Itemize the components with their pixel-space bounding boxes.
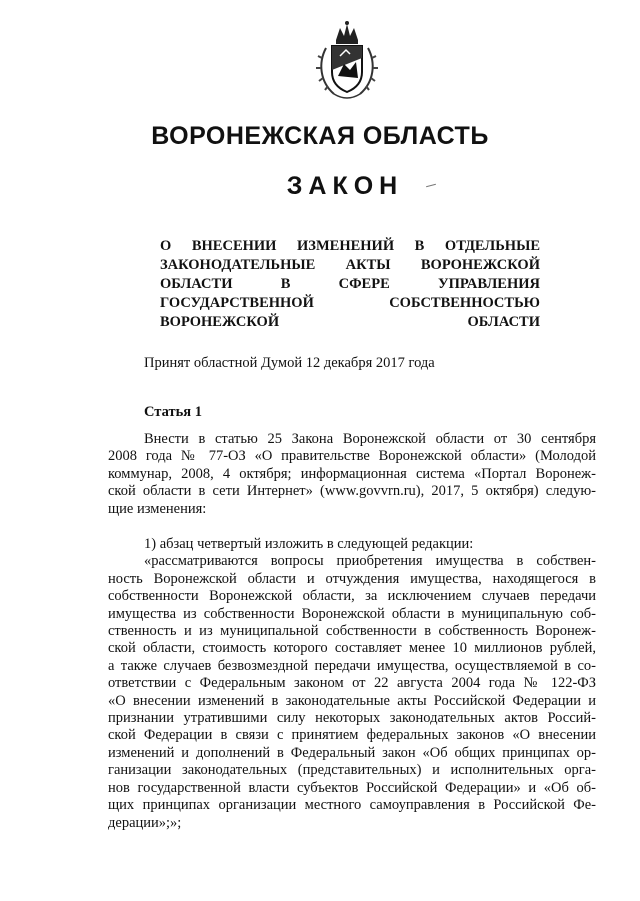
adoption-date: Принят областной Думой 12 декабря 2017 года	[144, 355, 435, 371]
law-title-line: ВОРОНЕЖСКОЙ ОБЛАСТИ	[160, 314, 540, 330]
text-line: щие изменения:	[108, 500, 207, 517]
law-title-line: О ВНЕСЕНИИ ИЗМЕНЕНИЙ В ОТДЕЛЬНЫЕ	[160, 238, 540, 254]
text-line: Внести в статью 25 Закона Воронежской области от 30 сентября	[144, 431, 596, 447]
text-line: изменений и дополнений в Федеральный закон «Об общих принципах ор-	[108, 744, 596, 761]
article-heading: Статья 1	[144, 404, 202, 420]
text-line: ответствии с Федеральным законом от 22 августа 2004 года № 122-ФЗ	[108, 675, 596, 692]
paragraph-intro	[108, 431, 596, 518]
text-line: щих принципах организации местного самоуправления в Российской Фе-	[108, 797, 596, 814]
coat-of-arms-emblem	[310, 18, 384, 104]
text-line: «рассматриваются вопросы приобретения имущества в собствен-	[144, 553, 596, 570]
text-line: ность Воронежской области и отчуждения имущества, находящегося в	[108, 570, 596, 587]
law-title	[160, 237, 540, 332]
text-line: 1) абзац четвертый изложить в следующей редакции:	[144, 536, 474, 552]
law-title-line: ЗАКОНОДАТЕЛЬНЫЕ АКТЫ ВОРОНЕЖСКОЙ	[160, 257, 540, 273]
text-line: дерации»;»;	[108, 814, 182, 831]
text-line: нов государственной власти субъектов Российской Федерации» и «Об об-	[108, 779, 596, 796]
text-line: ской области, стоимость которого составляет менее 10 миллионов рублей,	[108, 640, 596, 657]
document-type: ЗАКОН	[286, 172, 404, 200]
text-line: 2008 года № 77-ОЗ «О правительстве Воронежской области» (Молодой	[108, 448, 596, 465]
text-line: собственности Воронежской области, за исключением случаев передачи	[108, 588, 596, 605]
text-line: коммунар, 2008, 4 октября; информационная система «Портал Воронеж-	[108, 465, 596, 482]
text-line: имущества из собственности Воронежской области в муниципальную соб-	[108, 605, 596, 622]
region-name: ВОРОНЕЖСКАЯ ОБЛАСТЬ	[151, 122, 489, 150]
text-line: ственность и из муниципальной собственности в собственность Воронеж-	[108, 623, 596, 640]
text-line: признании утратившими силу некоторых законодательных актов Россий-	[108, 710, 596, 727]
text-line: ской области в сети Интернет» (www.govvrn.ru), 2017, 5 октября) следую-	[108, 483, 596, 500]
text-line: а также случаев безвозмездной передачи имущества, осуществляемой в со-	[108, 657, 596, 674]
text-line: ганизации законодательных (представительных) и исполнительных орга-	[108, 762, 596, 779]
paragraph-amendment	[108, 536, 596, 832]
text-line: «О внесении изменений в законодательные акты Российской Федерации и	[108, 692, 596, 709]
text-line: ской Федерации в связи с принятием федеральных законов «О внесении	[108, 727, 596, 744]
law-title-line: ГОСУДАРСТВЕННОЙ СОБСТВЕННОСТЬЮ	[160, 295, 540, 311]
law-title-line: ОБЛАСТИ В СФЕРЕ УПРАВЛЕНИЯ	[160, 276, 540, 292]
